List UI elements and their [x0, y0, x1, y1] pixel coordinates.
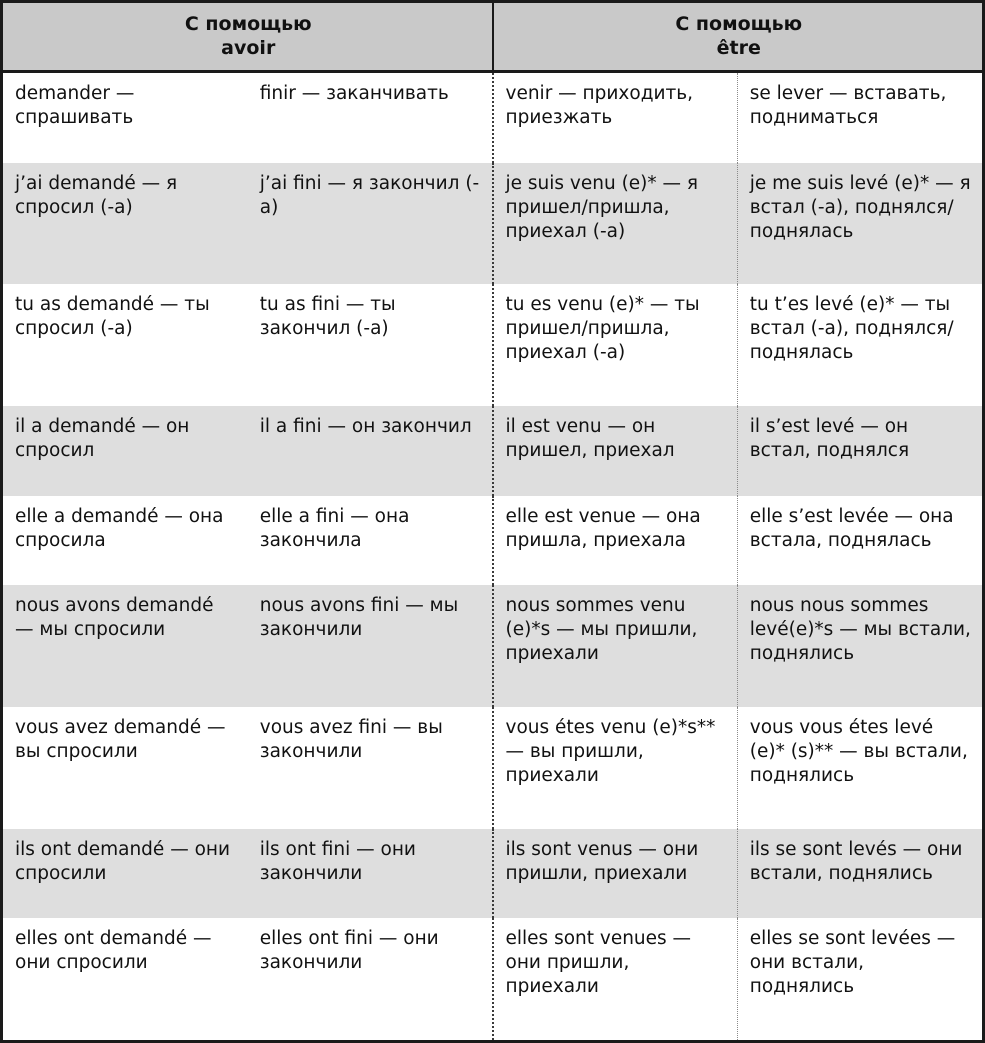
cell-etre-selever: elles se sont levées — они встали, поднялись — [737, 918, 982, 1040]
header-avoir — [3, 3, 493, 71]
table-row — [3, 284, 982, 406]
cell-etre-venir: ils sont venus — они пришли, приехали — [493, 829, 738, 918]
cell-etre-selever: vous vous étes levé (e)* (s)** — вы встали, поднялись — [737, 707, 982, 829]
cell-avoir-finir: j’ai fini — я закончил (-а) — [248, 163, 493, 285]
conjugation-table — [3, 3, 982, 1040]
header-etre-line1: С помощью — [675, 13, 803, 35]
cell-etre-venir: il est venu — он пришел, приехал — [493, 406, 738, 495]
cell-avoir-finir: elles ont fini — они закончили — [248, 918, 493, 1040]
cell-avoir-finir: nous avons fini — мы закончили — [248, 585, 493, 707]
table-header — [3, 3, 982, 71]
cell-avoir-demander: il a demandé — он спросил — [3, 406, 248, 495]
cell-etre-selever: elle s’est levée — она встала, поднялась — [737, 496, 982, 585]
header-etre — [493, 3, 983, 71]
table-body — [3, 71, 982, 1040]
header-row — [3, 3, 982, 71]
cell-avoir-demander: demander — спрашивать — [3, 71, 248, 162]
cell-etre-venir: tu es venu (e)* — ты пришел/пришла, приехал (-а) — [493, 284, 738, 406]
cell-avoir-finir: tu as fini — ты закончил (-а) — [248, 284, 493, 406]
cell-avoir-finir: elle a fini — она закончила — [248, 496, 493, 585]
cell-avoir-demander: nous avons demandé — мы спросили — [3, 585, 248, 707]
table-row — [3, 707, 982, 829]
header-avoir-line2: avoir — [221, 37, 276, 60]
table-row — [3, 585, 982, 707]
cell-etre-selever: il s’est levé — он встал, поднялся — [737, 406, 982, 495]
table-row — [3, 496, 982, 585]
table-row — [3, 406, 982, 495]
cell-avoir-demander: vous avez demandé — вы спросили — [3, 707, 248, 829]
header-etre-line2: être — [716, 37, 761, 60]
table-row — [3, 918, 982, 1040]
cell-avoir-demander: elle a demandé — она спросила — [3, 496, 248, 585]
table-row — [3, 163, 982, 285]
cell-etre-selever: je me suis levé (e)* — я встал (-а), поднялся/поднялась — [737, 163, 982, 285]
cell-etre-selever: se lever — вставать, подниматься — [737, 71, 982, 162]
cell-avoir-demander: j’ai demandé — я спросил (-а) — [3, 163, 248, 285]
cell-etre-selever: tu t’es levé (e)* — ты встал (-а), поднялся/поднялась — [737, 284, 982, 406]
cell-avoir-finir: finir — заканчивать — [248, 71, 493, 162]
cell-etre-selever: nous nous sommes levé(e)*s — мы встали, поднялись — [737, 585, 982, 707]
cell-avoir-finir: vous avez fini — вы закончили — [248, 707, 493, 829]
header-avoir-line1: С помощью — [184, 13, 312, 35]
cell-avoir-demander: elles ont demandé — они спросили — [3, 918, 248, 1040]
table-row — [3, 71, 982, 162]
cell-avoir-demander: tu as demandé — ты спросил (-а) — [3, 284, 248, 406]
cell-etre-venir: venir — приходить, приезжать — [493, 71, 738, 162]
cell-etre-venir: nous sommes venu (e)*s — мы пришли, приехали — [493, 585, 738, 707]
cell-etre-venir: vous étes venu (e)*s** — вы пришли, приехали — [493, 707, 738, 829]
cell-etre-venir: je suis venu (e)* — я пришел/пришла, приехал (-а) — [493, 163, 738, 285]
cell-etre-selever: ils se sont levés — они встали, поднялись — [737, 829, 982, 918]
cell-etre-venir: elle est venue — она пришла, приехала — [493, 496, 738, 585]
table-row — [3, 829, 982, 918]
cell-avoir-finir: il a fini — он закончил — [248, 406, 493, 495]
cell-avoir-finir: ils ont fini — они закончили — [248, 829, 493, 918]
cell-avoir-demander: ils ont demandé — они спросили — [3, 829, 248, 918]
cell-etre-venir: elles sont venues — они пришли, приехали — [493, 918, 738, 1040]
